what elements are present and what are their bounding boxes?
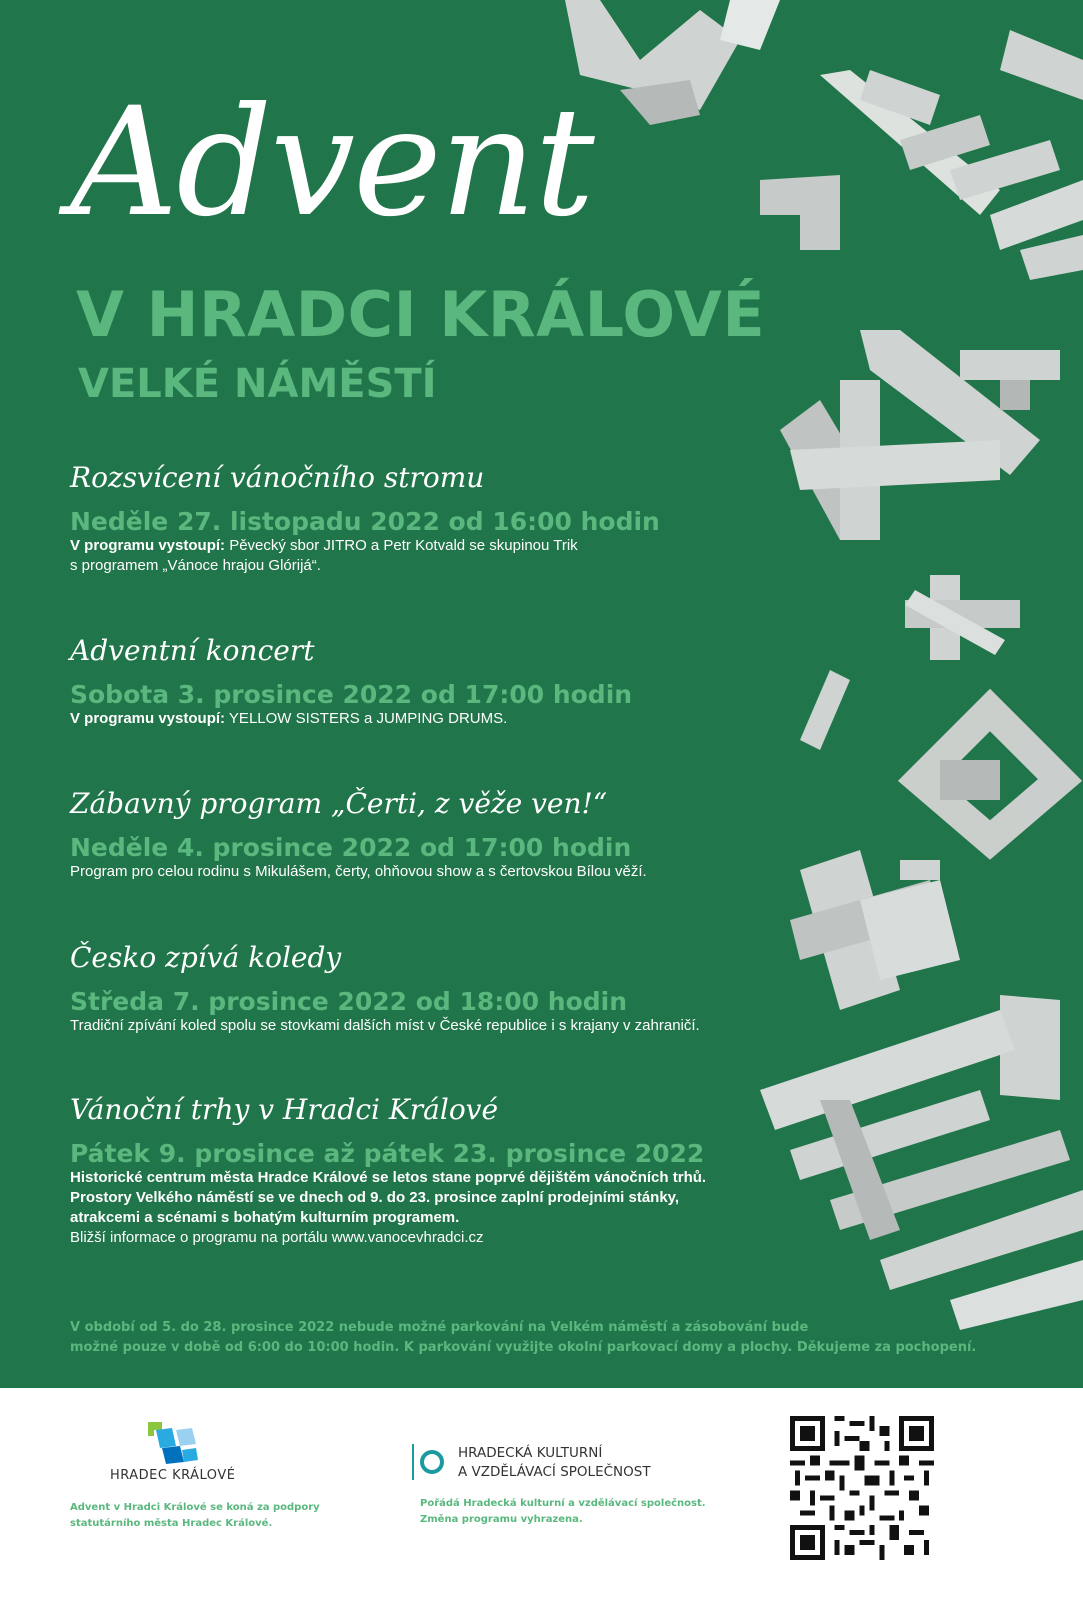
organizer-note-line-2: Změna programu vyhrazena. — [420, 1514, 583, 1525]
event-date: Sobota 3. prosince 2022 od 17:00 hodin — [70, 680, 633, 709]
event-date: Neděle 27. listopadu 2022 od 16:00 hodin — [70, 507, 660, 536]
event-advent-concert — [70, 633, 810, 729]
parking-line-2: možné pouze v době od 6:00 do 10:00 hodin. K parkování využijte okolní parkovací domy a plochy. Děkujeme za pochopení. — [70, 1340, 977, 1355]
hkvs-logo-icon — [410, 1442, 450, 1482]
support-note — [70, 1500, 320, 1532]
event-carols — [70, 940, 810, 1036]
event-name: Vánoční trhy v Hradci Králové — [70, 1093, 499, 1126]
performers-label: V programu vystoupí: — [70, 537, 226, 554]
org-name-line-2: A VZDĚLÁVACÍ SPOLEČNOST — [458, 1464, 651, 1480]
event-description-line2: s programem „Vánoce hrajou Glórijá“. — [70, 557, 321, 574]
city-title: V HRADCI KRÁLOVÉ — [76, 278, 766, 351]
event-name: Zábavný program „Čerti, z věže ven!“ — [70, 787, 608, 820]
org-name-line-1: HRADECKÁ KULTURNÍ — [458, 1445, 603, 1461]
event-description: Tradiční zpívání koled spolu se stovkami dalších míst v České republice i s krajany v zahraničí. — [70, 1017, 700, 1034]
performers-text: Pěvecký sbor JITRO a Petr Kotvald se skupinou Trik — [225, 537, 578, 554]
support-note-line-1: Advent v Hradci Králové se koná za podpory — [70, 1502, 320, 1513]
market-line-2: Prostory Velkého náměstí se ve dnech od 9. do 23. prosince zaplní prodejními stánky, — [70, 1189, 680, 1206]
event-description — [70, 709, 810, 729]
event-christmas-market — [70, 1092, 830, 1248]
market-line-3: atrakcemi a scénami s bohatým kulturním programem. — [70, 1209, 460, 1226]
qr-code-icon[interactable] — [790, 1416, 934, 1560]
market-info-line: Bližší informace o programu na portálu www.vanocevhradci.cz — [70, 1229, 484, 1246]
event-tree-lighting — [70, 460, 810, 576]
event-name: Česko zpívá koledy — [70, 941, 342, 974]
event-description: Program pro celou rodinu s Mikulášem, čerty, ohňovou show a s čertovskou Bílou věží. — [70, 863, 647, 880]
place-title: VELKÉ NÁMĚSTÍ — [78, 361, 437, 407]
event-devils-program — [70, 786, 810, 882]
event-name: Adventní koncert — [70, 634, 315, 667]
footer — [0, 1388, 1083, 1600]
event-date: Středa 7. prosince 2022 od 18:00 hodin — [70, 987, 628, 1016]
event-date: Neděle 4. prosince 2022 od 17:00 hodin — [70, 833, 632, 862]
organizer-note — [420, 1496, 706, 1528]
market-line-1: Historické centrum města Hradce Králové se letos stane poprvé dějištěm vánočních trhů. — [70, 1169, 707, 1186]
advent-title: Advent — [70, 76, 593, 250]
event-date: Pátek 9. prosince až pátek 23. prosince 2022 — [70, 1139, 705, 1168]
performers-label: V programu vystoupí: — [70, 710, 226, 727]
support-note-line-2: statutárního města Hradec Králové. — [70, 1518, 273, 1529]
parking-line-1: V období od 5. do 28. prosince 2022 nebude možné parkování na Velkém náměstí a zásobování bude — [70, 1320, 809, 1335]
organizer-note-line-1: Pořádá Hradecká kulturní a vzdělávací společnost. — [420, 1498, 706, 1509]
org-name — [458, 1444, 651, 1482]
city-logo-name: HRADEC KRÁLOVÉ — [110, 1468, 236, 1483]
event-description — [70, 536, 810, 556]
performers-text: YELLOW SISTERS a JUMPING DRUMS. — [225, 710, 508, 727]
parking-notice — [70, 1318, 1030, 1358]
event-name: Rozsvícení vánočního stromu — [70, 461, 485, 494]
